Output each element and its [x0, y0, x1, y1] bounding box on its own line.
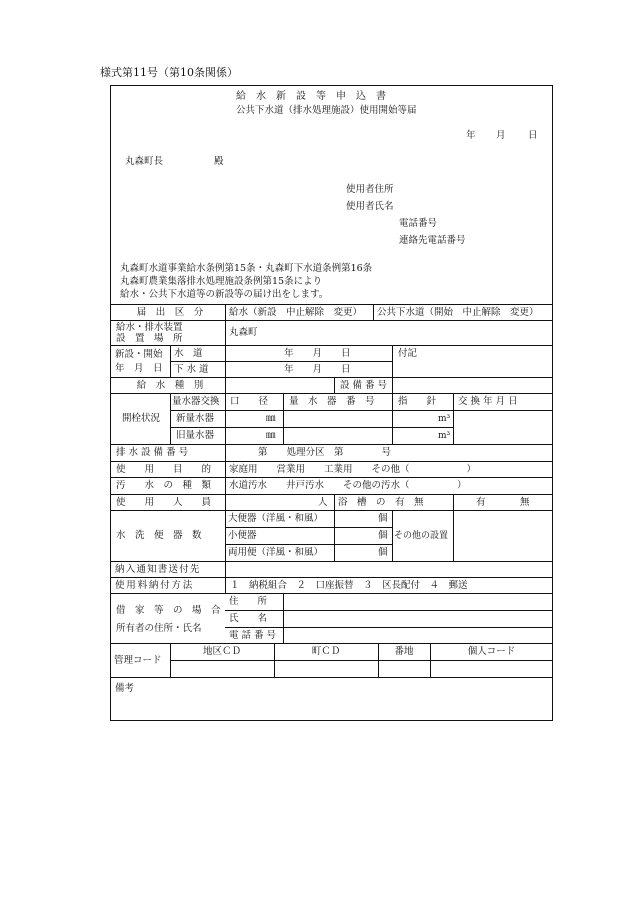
col-rule — [373, 304, 374, 320]
lot-number-header: 番地 — [394, 646, 414, 658]
sewage-type-label: 汚 水 の 種 類 — [116, 480, 212, 492]
users-label: 使 用 人 員 — [116, 496, 212, 508]
notification-type-water[interactable]: 給水（新設 中止解除 変更） — [229, 306, 363, 318]
col-rule — [170, 393, 171, 444]
date-year-label: 年 — [466, 130, 476, 141]
remarks-label: 備考 — [115, 683, 135, 694]
col-rule — [453, 510, 454, 561]
supply-type-label: 給 水 種 別 — [136, 379, 204, 391]
payment-method-label: 使用料納付方法 — [115, 579, 195, 591]
form-subtitle: 公共下水道（排水処理施設）使用開始等届 — [236, 105, 417, 116]
applicant-address-label: 使用者住所 — [346, 184, 394, 195]
toilet-large-label: 大便器（洋風・和風） — [228, 513, 324, 525]
basis-line-3: 給水・公共下水道等の新設等の届け出をします。 — [120, 289, 329, 300]
personal-code-header: 個人コード — [467, 646, 516, 658]
town-code-header: 町ＣＤ — [311, 646, 341, 658]
location-label-1: 給水・排水装置 — [116, 322, 183, 333]
old-meter-mm-unit: ㎜ — [266, 430, 276, 442]
start-date-sewer-label: 下 水 道 — [174, 363, 209, 375]
note-label: 付記 — [398, 347, 418, 359]
col-rule — [392, 377, 393, 393]
applicant-contact-phone-label: 連絡先電話番号 — [399, 235, 466, 246]
form-title: 給 水 新 設 等 申 込 書 — [236, 91, 386, 102]
new-meter-mm-unit: ㎜ — [266, 413, 276, 425]
toilet-large-unit: 個 — [378, 513, 388, 525]
purpose-options[interactable]: 家庭用 営業用 工業用 その他（ ） — [229, 463, 477, 475]
addressee: 丸森町長 — [125, 156, 164, 167]
district-code-header: 地区ＣＤ — [202, 646, 241, 658]
change-date-header: 交 換 年 月 日 — [458, 396, 518, 408]
owner-phone-label: 電 話 番 号 — [229, 629, 277, 641]
col-rule — [453, 494, 454, 510]
row-rule — [110, 320, 553, 321]
bath-no[interactable]: 無 — [520, 496, 530, 508]
toilet-dual-unit: 個 — [378, 547, 388, 559]
start-date-water-date[interactable]: 年 月 日 — [284, 347, 351, 359]
diameter-header: 口 径 — [230, 396, 269, 408]
toilet-dual-label: 両用便（洋風・和風） — [228, 547, 324, 559]
notification-type-label: 届 出 区 分 — [136, 306, 204, 318]
col-rule — [392, 510, 393, 561]
users-unit: 人 — [318, 496, 328, 508]
valve-status-label: 開栓状況 — [121, 413, 160, 425]
new-meter-label: 新量水器 — [176, 413, 215, 425]
col-rule — [283, 593, 284, 643]
bath-label: 浴 槽 の 有 無 — [338, 496, 424, 508]
row-rule — [110, 677, 553, 678]
toilet-small-label: 小便器 — [228, 530, 257, 542]
toilet-small-unit: 個 — [378, 530, 388, 542]
row-rule — [170, 660, 553, 661]
honorific: 殿 — [214, 156, 224, 167]
col-rule — [334, 494, 335, 510]
toilets-label: 水 洗 便 器 数 — [116, 530, 202, 542]
start-date-water-label: 水 道 — [174, 347, 203, 359]
drain-equipment-label: 排 水 設 備 番 号 — [116, 447, 189, 459]
equipment-number-label: 設 備 番 号 — [339, 379, 388, 391]
basis-line-2: 丸森町農業集落排水処理施設条例第15条により — [120, 276, 323, 287]
col-rule — [334, 377, 335, 393]
meter-change-label: 量水器交換 — [172, 396, 220, 408]
drain-equipment-value[interactable]: 第 処理分区 第 号 — [258, 447, 392, 459]
col-rule — [225, 304, 226, 594]
old-meter-m3-unit: m³ — [438, 431, 451, 441]
payment-method-options[interactable]: １ 納税組合 ２ 口座振替 ３ 区長配付 ４ 郵送 — [230, 579, 468, 591]
new-meter-m3-unit: m³ — [438, 414, 451, 424]
owner-label-1: 借 家 等 の 場 合 — [116, 605, 221, 616]
form-number: 様式第11号（第10条関係） — [100, 66, 238, 79]
row-rule — [170, 410, 553, 411]
purpose-label: 使 用 目 的 — [116, 463, 212, 475]
management-code-label: 管理コード — [114, 654, 162, 666]
bath-yes[interactable]: 有 — [476, 496, 486, 508]
old-meter-label: 旧量水器 — [176, 430, 215, 442]
row-rule — [225, 610, 553, 611]
owner-name-label: 氏 名 — [229, 613, 268, 625]
notice-destination-label: 納入通知書送付先 — [115, 563, 201, 575]
location-value[interactable]: 丸森町 — [229, 327, 258, 339]
owner-address-label: 住 所 — [229, 596, 268, 608]
start-date-label-1: 新設・開始 — [115, 349, 163, 360]
col-rule — [334, 510, 335, 561]
location-label-2: 設 置 場 所 — [116, 333, 183, 344]
applicant-phone-label: 電話番号 — [399, 218, 438, 229]
start-date-label-2: 年 月 日 — [115, 363, 163, 374]
col-rule — [170, 345, 171, 377]
date-day-label: 日 — [528, 130, 538, 141]
toilet-other-label: その他の設置 — [394, 530, 449, 541]
start-date-sewer-date[interactable]: 年 月 日 — [284, 363, 351, 375]
applicant-name-label: 使用者氏名 — [346, 201, 394, 212]
sewage-type-options[interactable]: 水道汚水 井戸汚水 その他の汚水（ ） — [229, 480, 467, 492]
date-month-label: 月 — [496, 130, 506, 141]
notification-type-sewer[interactable]: 公共下水道（開始 中止解除 変更） — [377, 306, 539, 318]
meter-number-header: 量 水 器 番 号 — [289, 396, 375, 408]
col-rule — [283, 393, 284, 444]
col-rule — [392, 393, 393, 444]
owner-label-2: 所有者の住所・氏名 — [116, 623, 202, 634]
basis-line-1: 丸森町水道事業給水条例第15条・丸森町下水道条例第16条 — [120, 263, 373, 274]
col-rule — [392, 345, 393, 377]
col-rule — [453, 393, 454, 444]
row-rule — [110, 593, 553, 594]
reading-header: 指 針 — [398, 396, 437, 408]
